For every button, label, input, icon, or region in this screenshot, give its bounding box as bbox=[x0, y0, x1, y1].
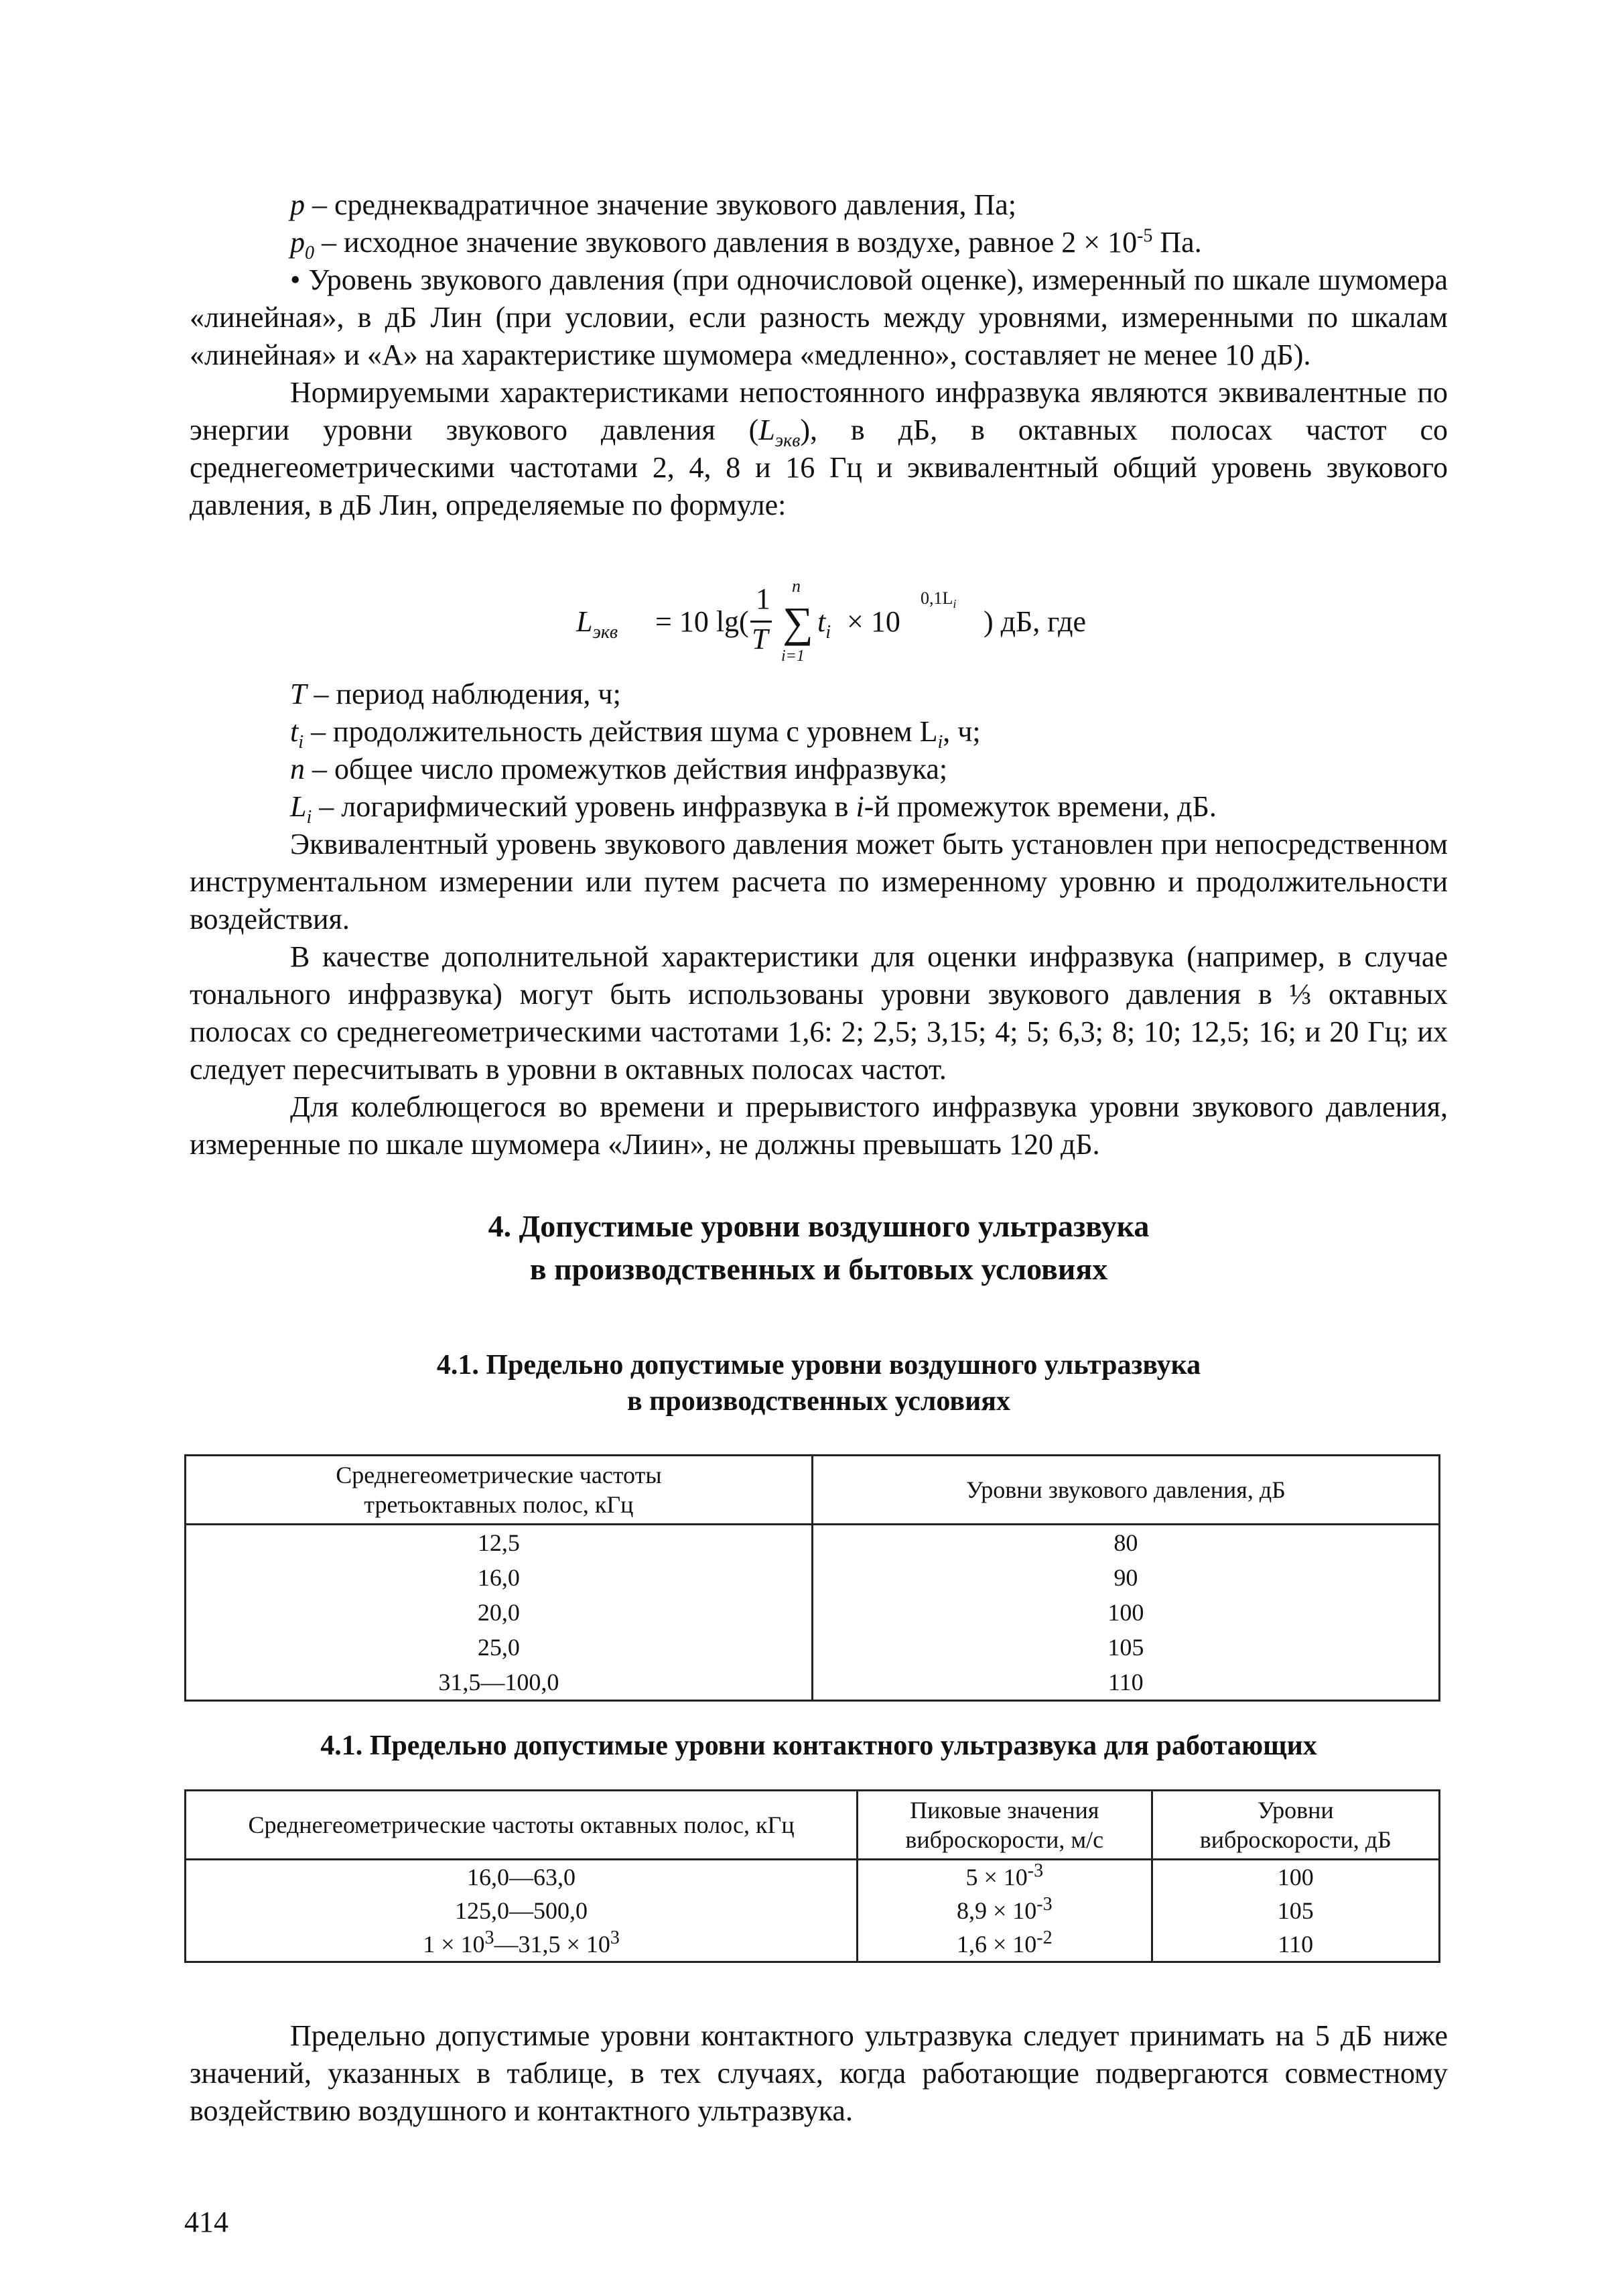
table2-col2-header-line2: виброскорости, м/с bbox=[905, 1826, 1104, 1853]
formula-denominator: T bbox=[752, 623, 768, 655]
table1-title bbox=[190, 1347, 1448, 1419]
section-4-heading bbox=[190, 1205, 1448, 1291]
table2-col2-header bbox=[858, 1791, 1152, 1860]
closing-paragraph: Предельно допустимые уровни контактного ультразвука следует принимать на 5 дБ ниже значений, указанных в таблице, в тех случаях, когда работающие подвергаются совместному воздействию воздушного и контактного ультразвука. bbox=[190, 2019, 1448, 2127]
table2-freq-b-exponent: 3 bbox=[610, 1927, 620, 1948]
formula-ti-sub: i bbox=[825, 621, 831, 643]
bullet-paragraph: • Уровень звукового давления (при одночисловой оценке), измеренный по шкале шумомера «линейная», в дБ Лин (при условии, если разность между уровнями, измеренными по шкалам «линейная» и «А» на характеристике шумомера «медленно», составляет не менее 10 дБ). bbox=[190, 263, 1448, 371]
top-definitions bbox=[190, 186, 1448, 524]
formula-power-sub: i bbox=[953, 597, 957, 611]
table2-peak-cell bbox=[858, 1927, 1152, 1962]
table-row bbox=[186, 1595, 1440, 1630]
table2-peak-base: 1,6 × 10 bbox=[956, 1931, 1037, 1958]
definition-Li bbox=[190, 788, 1448, 826]
definition-p0 bbox=[190, 224, 1448, 261]
table-row bbox=[186, 1860, 1440, 1895]
table-header-row bbox=[186, 1791, 1440, 1860]
definition-ti-li-sub: i bbox=[937, 731, 943, 753]
symbol-ti-sub: i bbox=[298, 731, 304, 753]
definition-p0-unit: Па. bbox=[1152, 226, 1202, 259]
table1-title-line1: 4.1. Предельно допустимые уровни воздушного ультразвука bbox=[436, 1350, 1201, 1381]
table2-freq-b: —31,5 × 10 bbox=[494, 1931, 610, 1958]
symbol-ti: t bbox=[290, 715, 299, 748]
definition-n-text: – общее число промежутков действия инфразвука; bbox=[305, 753, 948, 785]
table-row bbox=[186, 1630, 1440, 1665]
table2-col2-header-line1: Пиковые значения bbox=[910, 1797, 1099, 1824]
symbol-n: n bbox=[290, 753, 305, 785]
symbol-p: p bbox=[290, 188, 305, 221]
table2-peak-base: 8,9 × 10 bbox=[956, 1897, 1037, 1924]
definition-ti bbox=[190, 713, 1448, 751]
table2-peak-base: 5 × 10 bbox=[965, 1864, 1028, 1891]
formula-ti: t bbox=[817, 605, 826, 638]
formula-numerator: 1 bbox=[756, 582, 770, 615]
normative-text-before: Нормируемыми характеристиками непостоянного инфразвука являются эквивалентные по энергии уровни звукового давления ( bbox=[190, 376, 1448, 446]
table2-title: 4.1. Предельно допустимые уровни контактного ультразвука для работающих bbox=[320, 1730, 1317, 1761]
symbol-T: T bbox=[290, 678, 307, 710]
symbol-p0-sub: 0 bbox=[305, 242, 314, 263]
formula-sigma: ∑ bbox=[783, 598, 813, 646]
table1-freq-cell: 12,5 bbox=[186, 1525, 813, 1561]
table1-level-cell: 110 bbox=[812, 1665, 1439, 1701]
table1-col1-header-line1: Среднегеометрические частоты bbox=[336, 1462, 662, 1488]
table-header-row bbox=[186, 1456, 1440, 1525]
table2-peak-exponent: -2 bbox=[1036, 1927, 1053, 1948]
table-row bbox=[186, 1525, 1440, 1561]
table2-col3-header bbox=[1152, 1791, 1439, 1860]
formula-power bbox=[921, 588, 956, 609]
symbol-leq-sub: экв bbox=[774, 430, 801, 451]
definition-Li-tail: -й промежуток времени, дБ. bbox=[864, 790, 1217, 823]
section-4-heading-line2: в производственных и бытовых условиях bbox=[529, 1252, 1108, 1286]
formula-sigma-upper: n bbox=[792, 576, 801, 596]
table2-level-cell: 110 bbox=[1152, 1927, 1439, 1962]
table1-level-cell: 105 bbox=[812, 1630, 1439, 1665]
leq-formula bbox=[576, 576, 1179, 676]
formula-sigma-lower: i=1 bbox=[781, 647, 805, 665]
definition-Li-index: i bbox=[856, 790, 864, 823]
table2-col3-header-line1: Уровни bbox=[1257, 1797, 1334, 1824]
definition-Li-text: – логарифмический уровень инфразвука в bbox=[312, 790, 856, 823]
table1-level-cell: 90 bbox=[812, 1560, 1439, 1595]
table2-freq-a: 1 × 10 bbox=[423, 1931, 485, 1958]
formula-rhs: ) дБ, где bbox=[984, 605, 1087, 638]
additional-paragraph: В качестве дополнительной характеристики для оценки инфразвука (например, в случае тонального инфразвука) могут быть использованы уровни звукового давления в ⅓ октавных полосах со среднегеометрическими частотами 1,6: 2; 2,5; 3,15; 4; 5; 6,3; 8; 10; 12,5; 16; и 20 Гц; их следует пересчитывать в уровни в октавных полосах частот. bbox=[190, 940, 1448, 1086]
formula-lhs bbox=[576, 604, 618, 643]
definition-ti-text: – продолжительность действия шума с уровнем L bbox=[303, 715, 938, 748]
table2-freq-cell: 125,0—500,0 bbox=[186, 1894, 858, 1927]
table-row bbox=[186, 1894, 1440, 1927]
table-row bbox=[186, 1560, 1440, 1595]
table-row bbox=[186, 1665, 1440, 1701]
formula-power-text: 0,1L bbox=[921, 588, 953, 608]
table2-col1-header: Среднегеометрические частоты октавных полос, кГц bbox=[186, 1791, 858, 1860]
definition-T bbox=[190, 676, 1448, 713]
table-row bbox=[186, 1927, 1440, 1962]
closing-block bbox=[190, 2017, 1448, 2130]
table1-freq-cell: 20,0 bbox=[186, 1595, 813, 1630]
table2-peak-cell bbox=[858, 1894, 1152, 1927]
table1-col1-header-line2: третьоктавных полос, кГц bbox=[364, 1491, 634, 1518]
table2-level-cell: 105 bbox=[1152, 1894, 1439, 1927]
section-4-heading-line1: 4. Допустимые уровни воздушного ультразвука bbox=[488, 1209, 1150, 1243]
bottom-definitions bbox=[190, 676, 1448, 1163]
equivalent-paragraph: Эквивалентный уровень звукового давления может быть установлен при непосредственном инструментальном измерении или путем расчета по измеренному уровню и продолжительности воздействия. bbox=[190, 828, 1448, 936]
symbol-Li-sub: i bbox=[306, 806, 312, 828]
contact-ultrasound-table bbox=[184, 1789, 1440, 1963]
air-ultrasound-table bbox=[184, 1454, 1440, 1702]
symbol-leq: L bbox=[758, 413, 775, 446]
definition-p-text: – среднеквадратичное значение звукового давления, Па; bbox=[305, 188, 1016, 221]
table2-freq-cell bbox=[186, 1927, 858, 1962]
definition-p0-text: – исходное значение звукового давления в воздухе, равное 2 × 10 bbox=[314, 226, 1138, 259]
table2-peak-cell bbox=[858, 1860, 1152, 1895]
definition-n bbox=[190, 751, 1448, 788]
definition-p0-exponent: -5 bbox=[1137, 225, 1153, 247]
table1-level-cell: 80 bbox=[812, 1525, 1439, 1561]
table1-freq-cell: 16,0 bbox=[186, 1560, 813, 1595]
table2-level-cell: 100 bbox=[1152, 1860, 1439, 1895]
table2-peak-exponent: -3 bbox=[1027, 1860, 1044, 1881]
formula-lhs-symbol: L bbox=[576, 605, 593, 638]
normative-paragraph bbox=[190, 374, 1448, 524]
normative-text-after: ), в дБ, в октавных полосах частот со среднегеометрическими частотами 2, 4, 8 и 16 Гц и эквивалентный общий уровень звукового давления, в дБ Лин, определяемые по формуле: bbox=[190, 413, 1448, 521]
symbol-p0: p bbox=[290, 226, 305, 259]
definition-T-text: – период наблюдения, ч; bbox=[306, 678, 621, 710]
fluctuating-paragraph: Для колеблющегося во времени и прерывистого инфразвука уровни звукового давления, измеренные по шкале шумомера «Лиин», не должны превышать 120 дБ. bbox=[190, 1090, 1448, 1161]
table1-freq-cell: 31,5—100,0 bbox=[186, 1665, 813, 1701]
table1-freq-cell: 25,0 bbox=[186, 1630, 813, 1665]
symbol-Li: L bbox=[290, 790, 307, 823]
formula-lhs-sub: экв bbox=[592, 621, 618, 643]
page-number: 414 bbox=[184, 2206, 228, 2238]
table1-title-line2: в производственных условиях bbox=[626, 1386, 1010, 1417]
formula-equals: = 10 lg( bbox=[655, 605, 749, 638]
definition-ti-tail: , ч; bbox=[943, 715, 981, 748]
table1-col1-header bbox=[186, 1456, 813, 1525]
table2-freq-a-exponent: 3 bbox=[484, 1927, 494, 1948]
table1-col2-header: Уровни звукового давления, дБ bbox=[812, 1456, 1439, 1525]
formula-times: × 10 bbox=[847, 605, 900, 638]
table1-level-cell: 100 bbox=[812, 1595, 1439, 1630]
table2-col3-header-line2: виброскорости, дБ bbox=[1199, 1826, 1392, 1853]
definition-p bbox=[190, 186, 1448, 224]
table2-freq-cell: 16,0—63,0 bbox=[186, 1860, 858, 1895]
table2-peak-exponent: -3 bbox=[1036, 1894, 1053, 1915]
